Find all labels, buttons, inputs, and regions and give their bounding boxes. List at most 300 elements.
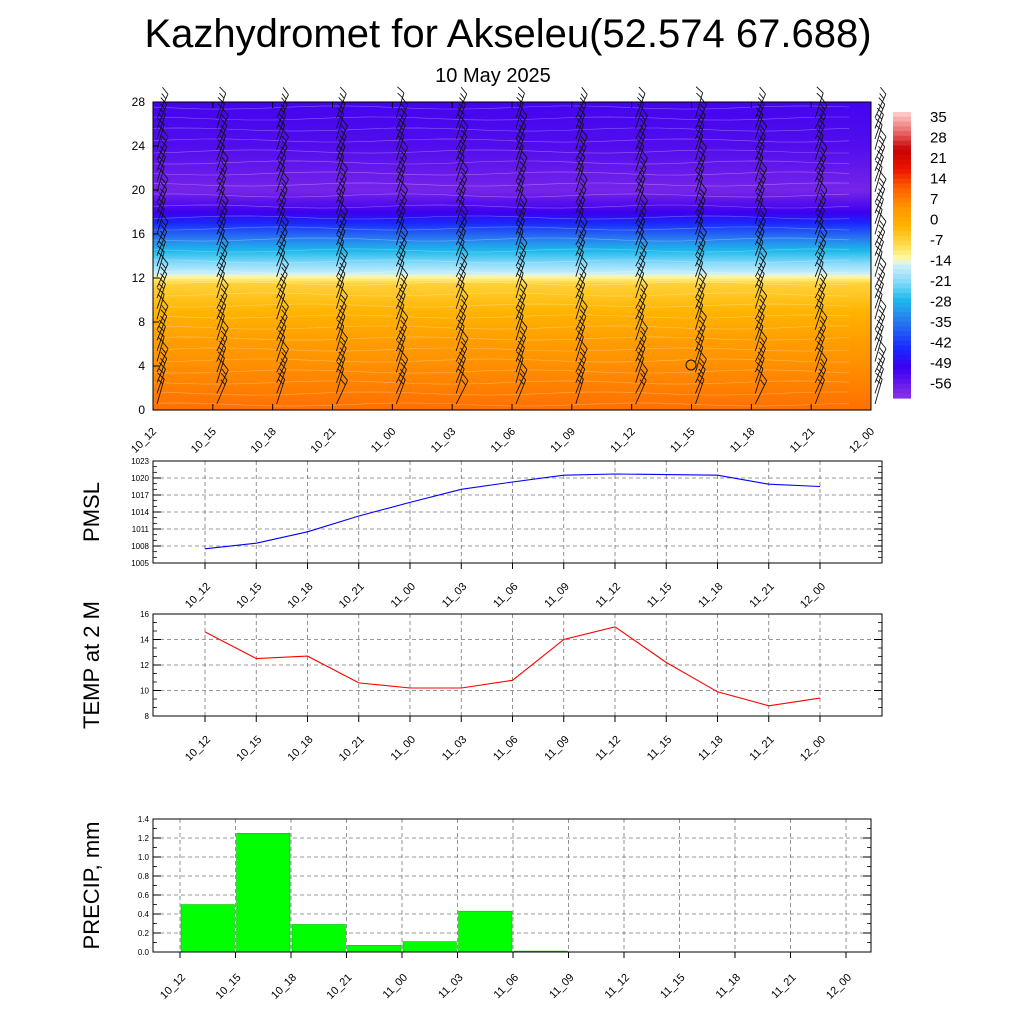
wind-barb — [269, 108, 287, 139]
colorbar-label: 21 — [930, 150, 947, 167]
temperature-band — [153, 381, 871, 384]
x-tick-label: 11_00 — [388, 580, 419, 611]
wind-barb — [509, 278, 529, 309]
x-tick-label: 10_15 — [234, 580, 265, 611]
wind-barb — [329, 235, 345, 266]
temperature-band — [153, 106, 871, 109]
temperature-band — [153, 247, 871, 250]
wind-barb — [449, 98, 467, 129]
temperature-band — [153, 135, 871, 138]
wind-barb — [149, 235, 166, 266]
x-tick-label: 10_18 — [285, 733, 316, 764]
wind-barb — [808, 172, 825, 203]
wind-barb — [209, 373, 228, 404]
wind-barb — [568, 246, 584, 277]
colorbar-segment — [893, 331, 911, 336]
temperature-band — [153, 150, 871, 153]
temperature-band — [153, 117, 871, 120]
temperature-band — [153, 115, 871, 118]
temperature-band — [153, 390, 871, 393]
wind-barb — [808, 151, 828, 182]
wind-barb — [449, 362, 466, 393]
wind-barb — [389, 193, 408, 224]
wind-barb — [209, 246, 228, 277]
colorbar-label: -49 — [930, 355, 952, 372]
temperature-band — [153, 232, 871, 235]
wind-barb — [867, 288, 883, 319]
contour-line — [153, 403, 849, 406]
wind-barb — [329, 87, 348, 118]
wind-barb — [808, 161, 826, 192]
series-line — [205, 627, 820, 706]
temperature-band — [153, 183, 871, 186]
temperature-band — [153, 139, 871, 142]
temperature-band — [153, 260, 871, 263]
contour-line — [153, 315, 849, 318]
temperature-band — [153, 357, 871, 360]
wind-barb — [868, 172, 888, 203]
x-tick-label: 11_03 — [428, 425, 459, 456]
wind-barb — [329, 97, 346, 128]
contour-line — [153, 205, 849, 208]
y-tick-label: 1008 — [131, 542, 149, 551]
wind-barb — [149, 373, 165, 404]
temperature-band — [153, 181, 871, 184]
colorbar-segment — [893, 150, 911, 155]
temperature-band — [153, 346, 871, 349]
contour-line — [153, 150, 849, 153]
wind-barb — [688, 203, 705, 234]
contour-line — [153, 161, 849, 164]
temperature-band — [153, 221, 871, 224]
wind-barb — [568, 225, 587, 256]
colorbar-segment — [893, 226, 911, 231]
x-tick-label: 11_21 — [747, 733, 777, 764]
wind-barb — [748, 289, 768, 319]
temperature-band — [153, 304, 871, 307]
wind-barb — [149, 331, 165, 362]
wind-barb — [209, 225, 225, 256]
wind-barb — [209, 331, 228, 362]
temperature-band — [153, 269, 871, 272]
wind-barb — [867, 362, 884, 393]
wind-barb — [449, 87, 469, 118]
wind-barb — [389, 214, 405, 245]
x-tick-label: 11_18 — [713, 971, 744, 1002]
temperature-band — [153, 386, 871, 389]
wind-barb — [389, 352, 409, 382]
temperature-band — [153, 392, 871, 395]
wind-barb — [628, 341, 646, 372]
wind-barb — [269, 235, 287, 266]
wind-barb — [209, 161, 228, 192]
wind-barb — [209, 87, 227, 118]
colorbar-segment — [893, 327, 911, 332]
wind-barb — [748, 374, 768, 404]
x-tick-label: 11_03 — [439, 733, 470, 764]
temperature-band — [153, 395, 871, 398]
wind-barb — [389, 246, 407, 277]
wind-barb — [449, 257, 469, 288]
colorbar-segment — [893, 322, 911, 327]
wind-barb — [568, 362, 586, 393]
wind-barb — [149, 278, 166, 309]
temperature-band — [153, 168, 871, 171]
wind-barb — [329, 129, 348, 160]
wind-barb — [269, 320, 287, 351]
wind-barb — [688, 352, 708, 383]
wind-barb — [449, 320, 466, 351]
y-tick-label: 1005 — [131, 559, 149, 568]
wind-barb — [449, 374, 470, 404]
wind-barb — [628, 289, 648, 320]
x-tick-label: 12_00 — [798, 580, 829, 611]
wind-barb — [688, 183, 708, 214]
contour-line — [153, 139, 849, 142]
wind-barb — [628, 267, 645, 298]
wind-barb — [209, 256, 227, 287]
temperature-band — [153, 307, 871, 310]
temperature-band — [153, 359, 871, 362]
wind-barb — [449, 310, 467, 341]
x-tick-label: 10_21 — [324, 971, 355, 1002]
wind-barb — [808, 87, 825, 118]
wind-barb — [688, 193, 707, 224]
wind-barb — [628, 97, 645, 128]
wind-barb — [150, 214, 170, 245]
wind-barb — [688, 320, 707, 351]
temperature-band — [153, 122, 871, 125]
wind-barb — [748, 150, 764, 181]
colorbar-segment — [893, 164, 911, 169]
y-tick-label: 1017 — [131, 491, 149, 500]
wind-barb — [270, 342, 291, 372]
colorbar-label: -56 — [930, 375, 952, 393]
wind-barb — [329, 172, 348, 203]
page-subtitle: 10 May 2025 — [435, 65, 551, 87]
y-tick-label: 10 — [140, 686, 149, 696]
colorbar-segment — [893, 193, 911, 198]
temperature-band — [153, 348, 871, 351]
wind-barb — [628, 373, 648, 404]
wind-barb — [688, 151, 707, 182]
wind-barb — [748, 87, 767, 118]
y-tick-label: 0.2 — [137, 929, 149, 938]
wind-barb — [568, 320, 586, 351]
temperature-band — [153, 177, 871, 180]
temperature-band — [153, 199, 871, 202]
wind-barb — [748, 108, 764, 139]
temperature-band — [153, 155, 871, 158]
wind-barb — [329, 182, 346, 213]
wind-barb — [150, 352, 169, 383]
plot-frame — [153, 819, 871, 952]
wind-barb — [509, 288, 528, 319]
wind-barb — [149, 193, 166, 224]
wind-barb — [509, 161, 528, 192]
temperature-band — [153, 399, 871, 402]
wind-barb — [149, 150, 166, 181]
plot-frame — [153, 102, 871, 410]
colorbar-segment — [893, 207, 911, 212]
temperature-band — [153, 223, 871, 226]
x-tick-label: 12_00 — [847, 425, 878, 456]
temperature-band — [153, 406, 871, 409]
x-tick-label: 10_15 — [234, 733, 265, 764]
contour-line — [153, 370, 849, 373]
wind-barb — [509, 373, 528, 404]
calm-wind-marker — [686, 360, 696, 370]
wind-barb — [868, 130, 888, 161]
wind-barb — [449, 225, 467, 256]
y-axis-title: PRECIP, mm — [79, 821, 104, 950]
temperature-band — [153, 170, 871, 173]
wind-barb — [150, 98, 169, 129]
colorbar-label: -21 — [930, 273, 952, 290]
colorbar-segment — [893, 384, 911, 389]
wind-barb — [329, 373, 349, 404]
wind-barb — [209, 129, 227, 160]
wind-barb — [389, 310, 409, 340]
wind-barb — [329, 214, 348, 245]
x-tick-label: 11_21 — [787, 425, 818, 456]
wind-barb — [568, 140, 587, 171]
wind-barb — [389, 108, 408, 139]
wind-barb — [270, 299, 291, 329]
temperature-band — [153, 197, 871, 200]
temperature-band — [153, 161, 871, 164]
colorbar-segment — [893, 188, 911, 193]
wind-barb — [868, 299, 888, 330]
colorbar-segment — [893, 255, 911, 260]
wind-barb — [149, 288, 165, 319]
wind-barb — [808, 108, 828, 139]
temperature-band — [153, 208, 871, 211]
colorbar-segment — [893, 179, 911, 184]
wind-barb — [149, 246, 165, 277]
wind-barb — [449, 278, 466, 309]
wind-barb — [868, 182, 887, 213]
x-tick-label: 11_06 — [491, 971, 522, 1002]
wind-barb — [508, 97, 524, 128]
y-tick-label: 24 — [131, 139, 145, 153]
x-tick-label: 11_00 — [388, 733, 419, 764]
wind-barb — [568, 352, 587, 383]
wind-barb — [808, 299, 825, 330]
wind-barb — [270, 215, 291, 245]
wind-barb — [389, 172, 405, 203]
wind-barb — [210, 151, 230, 181]
wind-barb — [209, 119, 228, 150]
wind-barb — [508, 140, 524, 171]
wind-barb — [808, 129, 825, 160]
x-tick-label: 11_18 — [727, 425, 758, 456]
wind-barb — [629, 151, 650, 181]
colorbar-label: 7 — [930, 191, 939, 208]
temperature-band — [153, 236, 871, 239]
wind-barb — [150, 310, 169, 341]
temperature-band — [153, 282, 871, 285]
wind-barb — [269, 288, 286, 319]
wind-barb — [688, 278, 707, 309]
temperature-band — [153, 353, 871, 356]
wind-barb — [748, 235, 764, 266]
wind-barb — [329, 299, 348, 330]
temperature-band — [153, 109, 871, 112]
wind-barb — [569, 342, 589, 372]
wind-barb — [748, 278, 764, 309]
colorbar-segment — [893, 174, 911, 179]
wind-barb — [509, 193, 529, 224]
wind-barb — [389, 119, 407, 150]
x-tick-label: 11_03 — [439, 580, 470, 611]
temperature-band — [153, 375, 871, 378]
y-tick-label: 0.0 — [137, 948, 149, 957]
wind-barb — [508, 225, 524, 256]
wind-barb — [628, 87, 646, 118]
colorbar-segment — [893, 184, 911, 189]
wind-barb — [748, 225, 766, 256]
y-tick-label: 28 — [131, 95, 145, 109]
wind-barb — [449, 150, 466, 181]
temperature-band — [153, 164, 871, 167]
colorbar-segment — [893, 360, 911, 365]
wind-barb — [808, 236, 828, 267]
wind-barb — [209, 352, 225, 383]
wind-barb — [269, 225, 289, 256]
temperature-band — [153, 370, 871, 373]
x-tick-label: 11_00 — [368, 425, 399, 456]
temperature-band — [153, 113, 871, 116]
wind-barb — [449, 108, 466, 139]
wind-barb — [150, 87, 170, 118]
temperature-band — [153, 298, 871, 301]
wind-barb — [867, 331, 883, 362]
wind-barb — [808, 341, 825, 372]
wind-barb — [748, 257, 767, 288]
temperature-band — [153, 126, 871, 129]
temperature-band — [153, 401, 871, 404]
temperature-band — [153, 403, 871, 406]
wind-barb — [628, 309, 645, 340]
wind-barb — [508, 214, 525, 245]
wind-barb — [868, 87, 888, 118]
temperature-band — [153, 159, 871, 162]
temperature-band — [153, 203, 871, 206]
temperature-band — [153, 230, 871, 233]
wind-barb — [867, 235, 884, 266]
wind-barb — [329, 140, 346, 171]
wind-barb — [808, 278, 828, 309]
wind-barb — [389, 341, 405, 372]
colorbar-segment — [893, 379, 911, 384]
temperature-band — [153, 142, 871, 145]
wind-barb — [329, 108, 345, 139]
temperature-band — [153, 219, 871, 222]
contour-line — [153, 183, 849, 186]
wind-barb — [629, 278, 650, 308]
wind-barb — [449, 119, 470, 149]
wind-barb — [688, 129, 704, 160]
wind-barb — [329, 320, 345, 351]
colorbar-segment — [893, 346, 911, 351]
temperature-band — [153, 216, 871, 219]
wind-barb — [149, 108, 166, 139]
wind-barb — [688, 98, 708, 129]
wind-barb — [389, 288, 407, 319]
colorbar-segment — [893, 131, 911, 136]
x-tick-label: 10_21 — [336, 580, 367, 611]
temperature-band — [153, 179, 871, 182]
x-tick-label: 12_00 — [798, 733, 829, 764]
wind-barb — [568, 310, 587, 341]
temperature-band — [153, 267, 871, 270]
wind-barb — [449, 246, 470, 276]
wind-barb — [628, 140, 645, 171]
wind-barb — [150, 257, 170, 288]
x-tick-label: 11_12 — [593, 580, 624, 611]
temperature-band — [153, 166, 871, 169]
wind-barb — [628, 331, 648, 362]
wind-barb — [628, 172, 646, 203]
x-tick-label: 11_15 — [668, 425, 698, 456]
temperature-band — [153, 243, 871, 246]
temperature-band — [153, 335, 871, 338]
contour-line — [153, 249, 849, 252]
temperature-band — [153, 302, 871, 305]
wind-barb — [628, 225, 645, 256]
colorbar-segment — [893, 241, 911, 246]
y-tick-label: 8 — [138, 315, 145, 329]
temperature-chart — [79, 601, 882, 764]
wind-barb — [808, 98, 829, 128]
temperature-band — [153, 313, 871, 316]
wind-barb — [688, 267, 708, 298]
temperature-band — [153, 340, 871, 343]
temperature-band — [153, 258, 871, 261]
colorbar-segment — [893, 217, 911, 222]
contour-line — [153, 260, 849, 263]
wind-barb — [389, 87, 405, 118]
temperature-band — [153, 366, 871, 369]
temperature-band — [153, 227, 871, 230]
page-title: Kazhydromet for Akseleu(52.574 67.688) — [144, 12, 872, 56]
temperature-band — [153, 278, 871, 281]
x-tick-label: 11_12 — [602, 971, 633, 1002]
contour-line — [153, 304, 849, 307]
temperature-band — [153, 408, 871, 411]
contour-line — [153, 117, 849, 120]
wind-barb — [867, 373, 883, 404]
wind-barb — [508, 182, 524, 213]
temperature-band — [153, 144, 871, 147]
temperature-band — [153, 388, 871, 391]
x-tick-label: 10_21 — [308, 425, 339, 456]
wind-barb — [568, 98, 587, 129]
y-tick-label: 16 — [140, 610, 149, 619]
precip-bar — [348, 945, 402, 952]
wind-barb — [748, 362, 764, 393]
wind-barb — [868, 267, 887, 298]
series-line — [205, 474, 820, 549]
colorbar-segment — [893, 307, 911, 312]
temperature-band — [153, 329, 871, 332]
wind-barb — [867, 278, 884, 309]
wind-barb — [449, 204, 470, 234]
wind-barb — [508, 129, 525, 160]
wind-barb — [508, 87, 525, 118]
y-tick-label: 12 — [131, 271, 145, 285]
